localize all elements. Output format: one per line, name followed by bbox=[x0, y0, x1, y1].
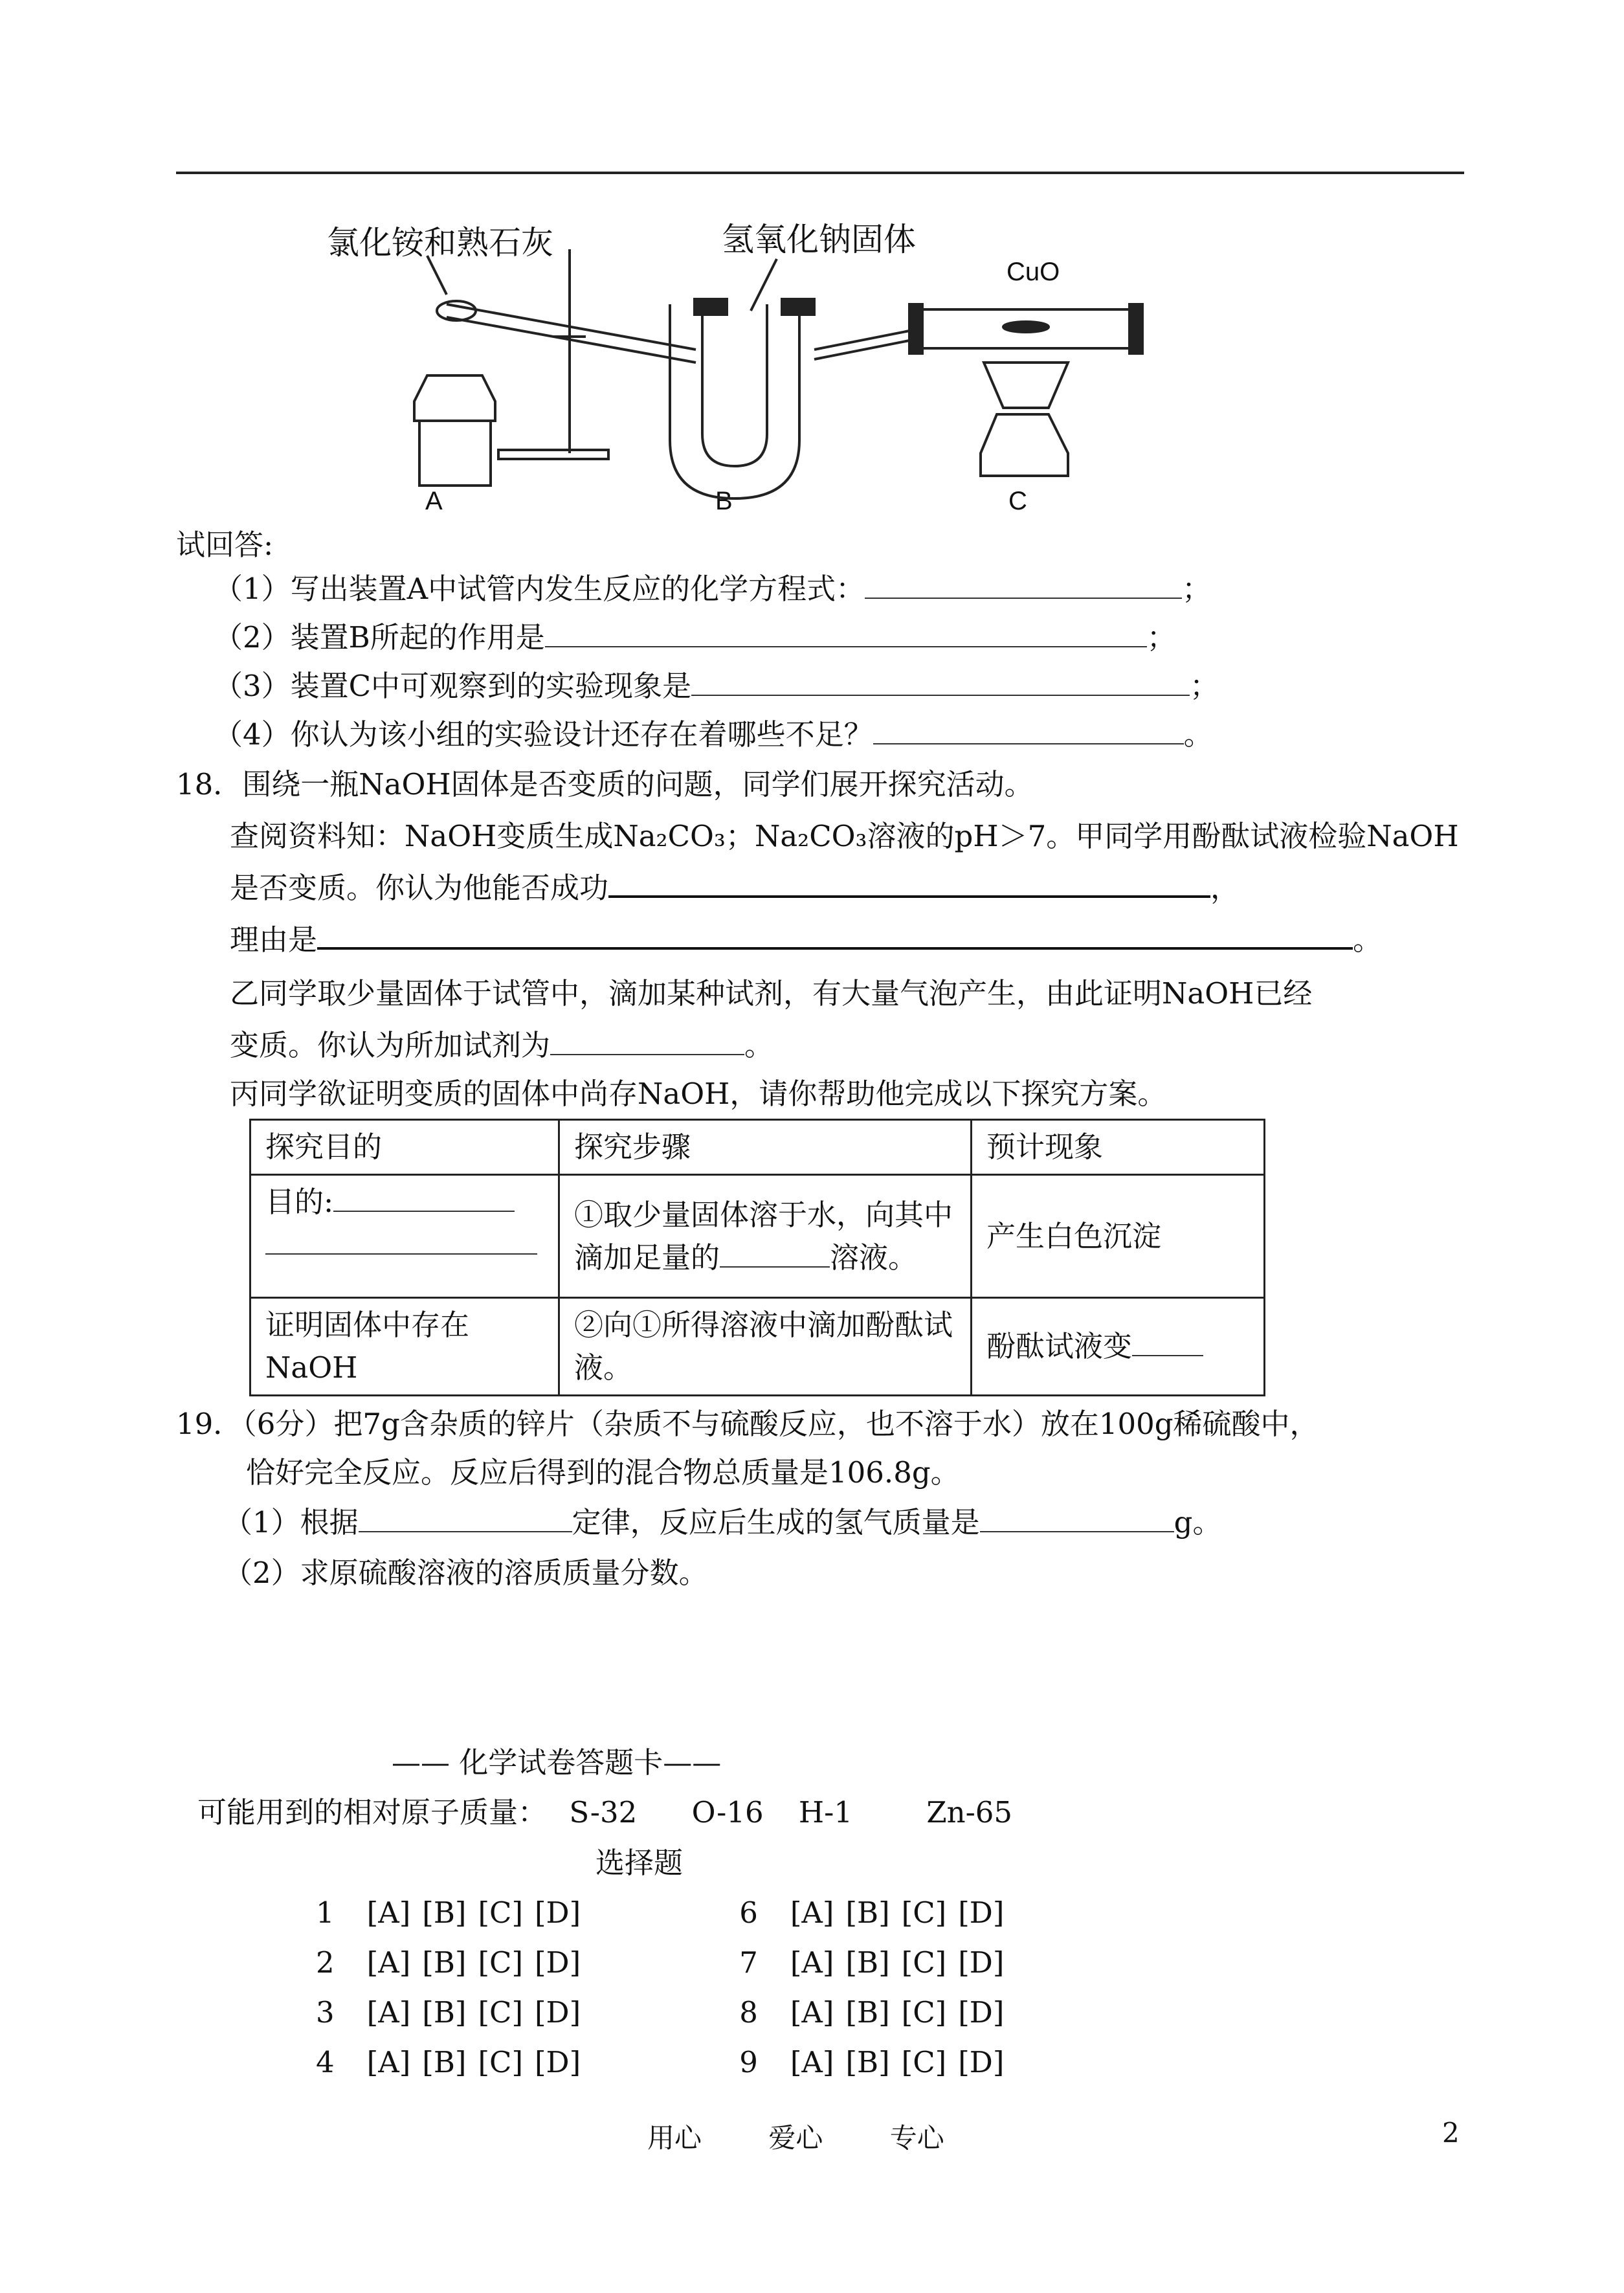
q18-title: 18．围绕一瓶NaOH固体是否变质的问题，同学们展开探究活动。 bbox=[176, 767, 1034, 801]
answer-blank[interactable] bbox=[691, 669, 1190, 696]
q17-item-4: （4）你认为该小组的实验设计还存在着哪些不足？ 。 bbox=[214, 717, 1213, 752]
choice-option[interactable]: [C] bbox=[478, 1896, 523, 1930]
choice-option[interactable]: [C] bbox=[478, 2045, 523, 2079]
choice-option[interactable]: [D] bbox=[535, 1896, 581, 1930]
answer-blank[interactable] bbox=[359, 1505, 572, 1532]
answer-blank[interactable] bbox=[333, 1185, 515, 1212]
choice-option[interactable]: [D] bbox=[535, 2045, 581, 2079]
q18-line2: 是否变质。你认为他能否成功 ， bbox=[230, 871, 1240, 905]
table-header-row bbox=[250, 1120, 1265, 1175]
fig-label-c-title: CuO bbox=[1007, 258, 1060, 286]
choice-option[interactable]: [D] bbox=[958, 1945, 1005, 1980]
choice-option[interactable]: [B] bbox=[422, 1995, 467, 2030]
choice-option[interactable]: [A] bbox=[366, 1945, 411, 1980]
question-number: 2 bbox=[316, 1945, 335, 1980]
choice-option[interactable]: [D] bbox=[958, 2045, 1005, 2079]
fig-label-b-title: 氢氧化钠固体 bbox=[722, 221, 916, 258]
choice-option[interactable]: [C] bbox=[901, 1995, 947, 2030]
choice-option[interactable]: [C] bbox=[901, 2045, 947, 2079]
choice-row bbox=[316, 1993, 1004, 2032]
answer-blank[interactable] bbox=[865, 572, 1182, 599]
q19-part-1: （1）根据 定律，反应后生成的氢气质量是 g。 bbox=[223, 1505, 1222, 1539]
table-header: 探究步骤 bbox=[559, 1120, 972, 1175]
choice-option[interactable]: [C] bbox=[478, 1995, 523, 2030]
answer-blank[interactable] bbox=[980, 1505, 1174, 1532]
table-row bbox=[250, 1298, 1265, 1396]
choice-option[interactable]: [B] bbox=[422, 1896, 467, 1930]
table-cell: 目的: bbox=[250, 1175, 559, 1298]
q18-line6: 丙同学欲证明变质的固体中尚存NaOH，请你帮助他完成以下探究方案。 bbox=[230, 1077, 1167, 1111]
question-number: 7 bbox=[739, 1945, 758, 1980]
choice-option[interactable]: [D] bbox=[535, 1945, 581, 1980]
footer-motto: 用心 爱心 专心 bbox=[647, 2122, 944, 2154]
table-cell: ①取少量固体溶于水，向其中滴加足量的 溶液。 bbox=[559, 1175, 972, 1298]
choice-option[interactable]: [C] bbox=[901, 1896, 947, 1930]
choice-option[interactable]: [C] bbox=[478, 1945, 523, 1980]
section-title: 选择题 bbox=[595, 1846, 684, 1880]
table-header: 预计现象 bbox=[972, 1120, 1265, 1175]
choice-option[interactable]: [B] bbox=[845, 2045, 890, 2079]
q18-line1: 查阅资料知：NaOH变质生成Na₂CO₃；Na₂CO₃溶液的pH＞7。甲同学用酚酞试液检验NaOH bbox=[230, 819, 1459, 853]
question-number: 6 bbox=[739, 1896, 758, 1930]
choice-option[interactable]: [B] bbox=[845, 1945, 890, 1980]
answer-blank[interactable] bbox=[550, 1028, 744, 1055]
q17-item-3: （3）装置C中可观察到的实验现象是 ； bbox=[214, 669, 1219, 703]
probe-table bbox=[249, 1119, 1265, 1396]
q19-title: 19．（6分）把7g含杂质的锌片（杂质不与硫酸反应，也不溶于水）放在100g稀硫酸中， bbox=[176, 1407, 1319, 1441]
q17-item-2: （2）装置B所起的作用是 ； bbox=[214, 620, 1176, 654]
choice-option[interactable]: [B] bbox=[845, 1896, 890, 1930]
table-header: 探究目的 bbox=[250, 1120, 559, 1175]
choice-option[interactable]: [A] bbox=[790, 1995, 834, 2030]
choice-option[interactable]: [A] bbox=[366, 1896, 411, 1930]
q18-line3: 理由是 。 bbox=[230, 923, 1383, 957]
fig-label-c: C bbox=[1008, 487, 1027, 515]
header-rule bbox=[176, 172, 1464, 174]
q19-part-2: （2）求原硫酸溶液的溶质质量分数。 bbox=[223, 1556, 708, 1590]
choice-option[interactable]: [D] bbox=[535, 1995, 581, 2030]
table-cell: ②向①所得溶液中滴加酚酞试液。 bbox=[559, 1298, 972, 1396]
choice-option[interactable]: [B] bbox=[422, 1945, 467, 1980]
table-cell: 证明固体中存在NaOH bbox=[250, 1298, 559, 1396]
choice-row bbox=[316, 1943, 1004, 1982]
q19-title-2: 恰好完全反应。反应后得到的混合物总质量是106.8g。 bbox=[246, 1455, 960, 1490]
table-row bbox=[250, 1175, 1265, 1298]
page-number: 2 bbox=[1442, 2117, 1460, 2149]
choice-option[interactable]: [D] bbox=[958, 1995, 1005, 2030]
fig-label-a-title: 氯化铵和熟石灰 bbox=[327, 224, 553, 262]
answer-blank[interactable] bbox=[608, 869, 1210, 898]
choice-option[interactable]: [A] bbox=[790, 1896, 834, 1930]
table-cell: 酚酞试液变 bbox=[972, 1298, 1265, 1396]
question-number: 1 bbox=[316, 1896, 335, 1930]
fig-label-b: B bbox=[715, 487, 733, 515]
fig-label-a: A bbox=[425, 487, 443, 515]
choice-option[interactable]: [A] bbox=[366, 2045, 411, 2079]
question-number: 8 bbox=[739, 1995, 758, 2030]
question-number: 4 bbox=[316, 2045, 335, 2079]
atomic-masses-line: 可能用到的相对原子质量： S-32 O-16 H-1 Zn-65 bbox=[197, 1795, 1013, 1829]
answer-blank[interactable] bbox=[873, 717, 1184, 744]
choice-option[interactable]: [A] bbox=[790, 1945, 834, 1980]
question-number: 9 bbox=[739, 2045, 758, 2079]
q17-intro: 试回答: bbox=[176, 528, 274, 562]
choice-option[interactable]: [A] bbox=[790, 2045, 834, 2079]
q17-item-1: （1）写出装置A中试管内发生反应的化学方程式： ； bbox=[214, 572, 1212, 606]
answer-blank[interactable] bbox=[317, 921, 1353, 950]
answer-blank[interactable] bbox=[265, 1227, 537, 1255]
choice-option[interactable]: [A] bbox=[366, 1995, 411, 2030]
choice-option[interactable]: [C] bbox=[901, 1945, 947, 1980]
choice-row bbox=[316, 1894, 1004, 1932]
choice-option[interactable]: [D] bbox=[958, 1896, 1005, 1930]
question-number: 3 bbox=[316, 1995, 335, 2030]
choice-option[interactable]: [B] bbox=[422, 2045, 467, 2079]
answer-blank[interactable] bbox=[720, 1240, 830, 1268]
answer-blank[interactable] bbox=[545, 620, 1147, 647]
q18-line5: 变质。你认为所加试剂为 。 bbox=[230, 1028, 774, 1062]
answer-blank[interactable] bbox=[1132, 1329, 1203, 1356]
answer-card-title: —— 化学试卷答题卡—— bbox=[392, 1745, 722, 1780]
choice-option[interactable]: [B] bbox=[845, 1995, 890, 2030]
q18-line4: 乙同学取少量固体于试管中，滴加某种试剂，有大量气泡产生，由此证明NaOH已经 bbox=[230, 976, 1313, 1011]
choice-row bbox=[316, 2043, 1004, 2082]
table-cell: 产生白色沉淀 bbox=[972, 1175, 1265, 1298]
